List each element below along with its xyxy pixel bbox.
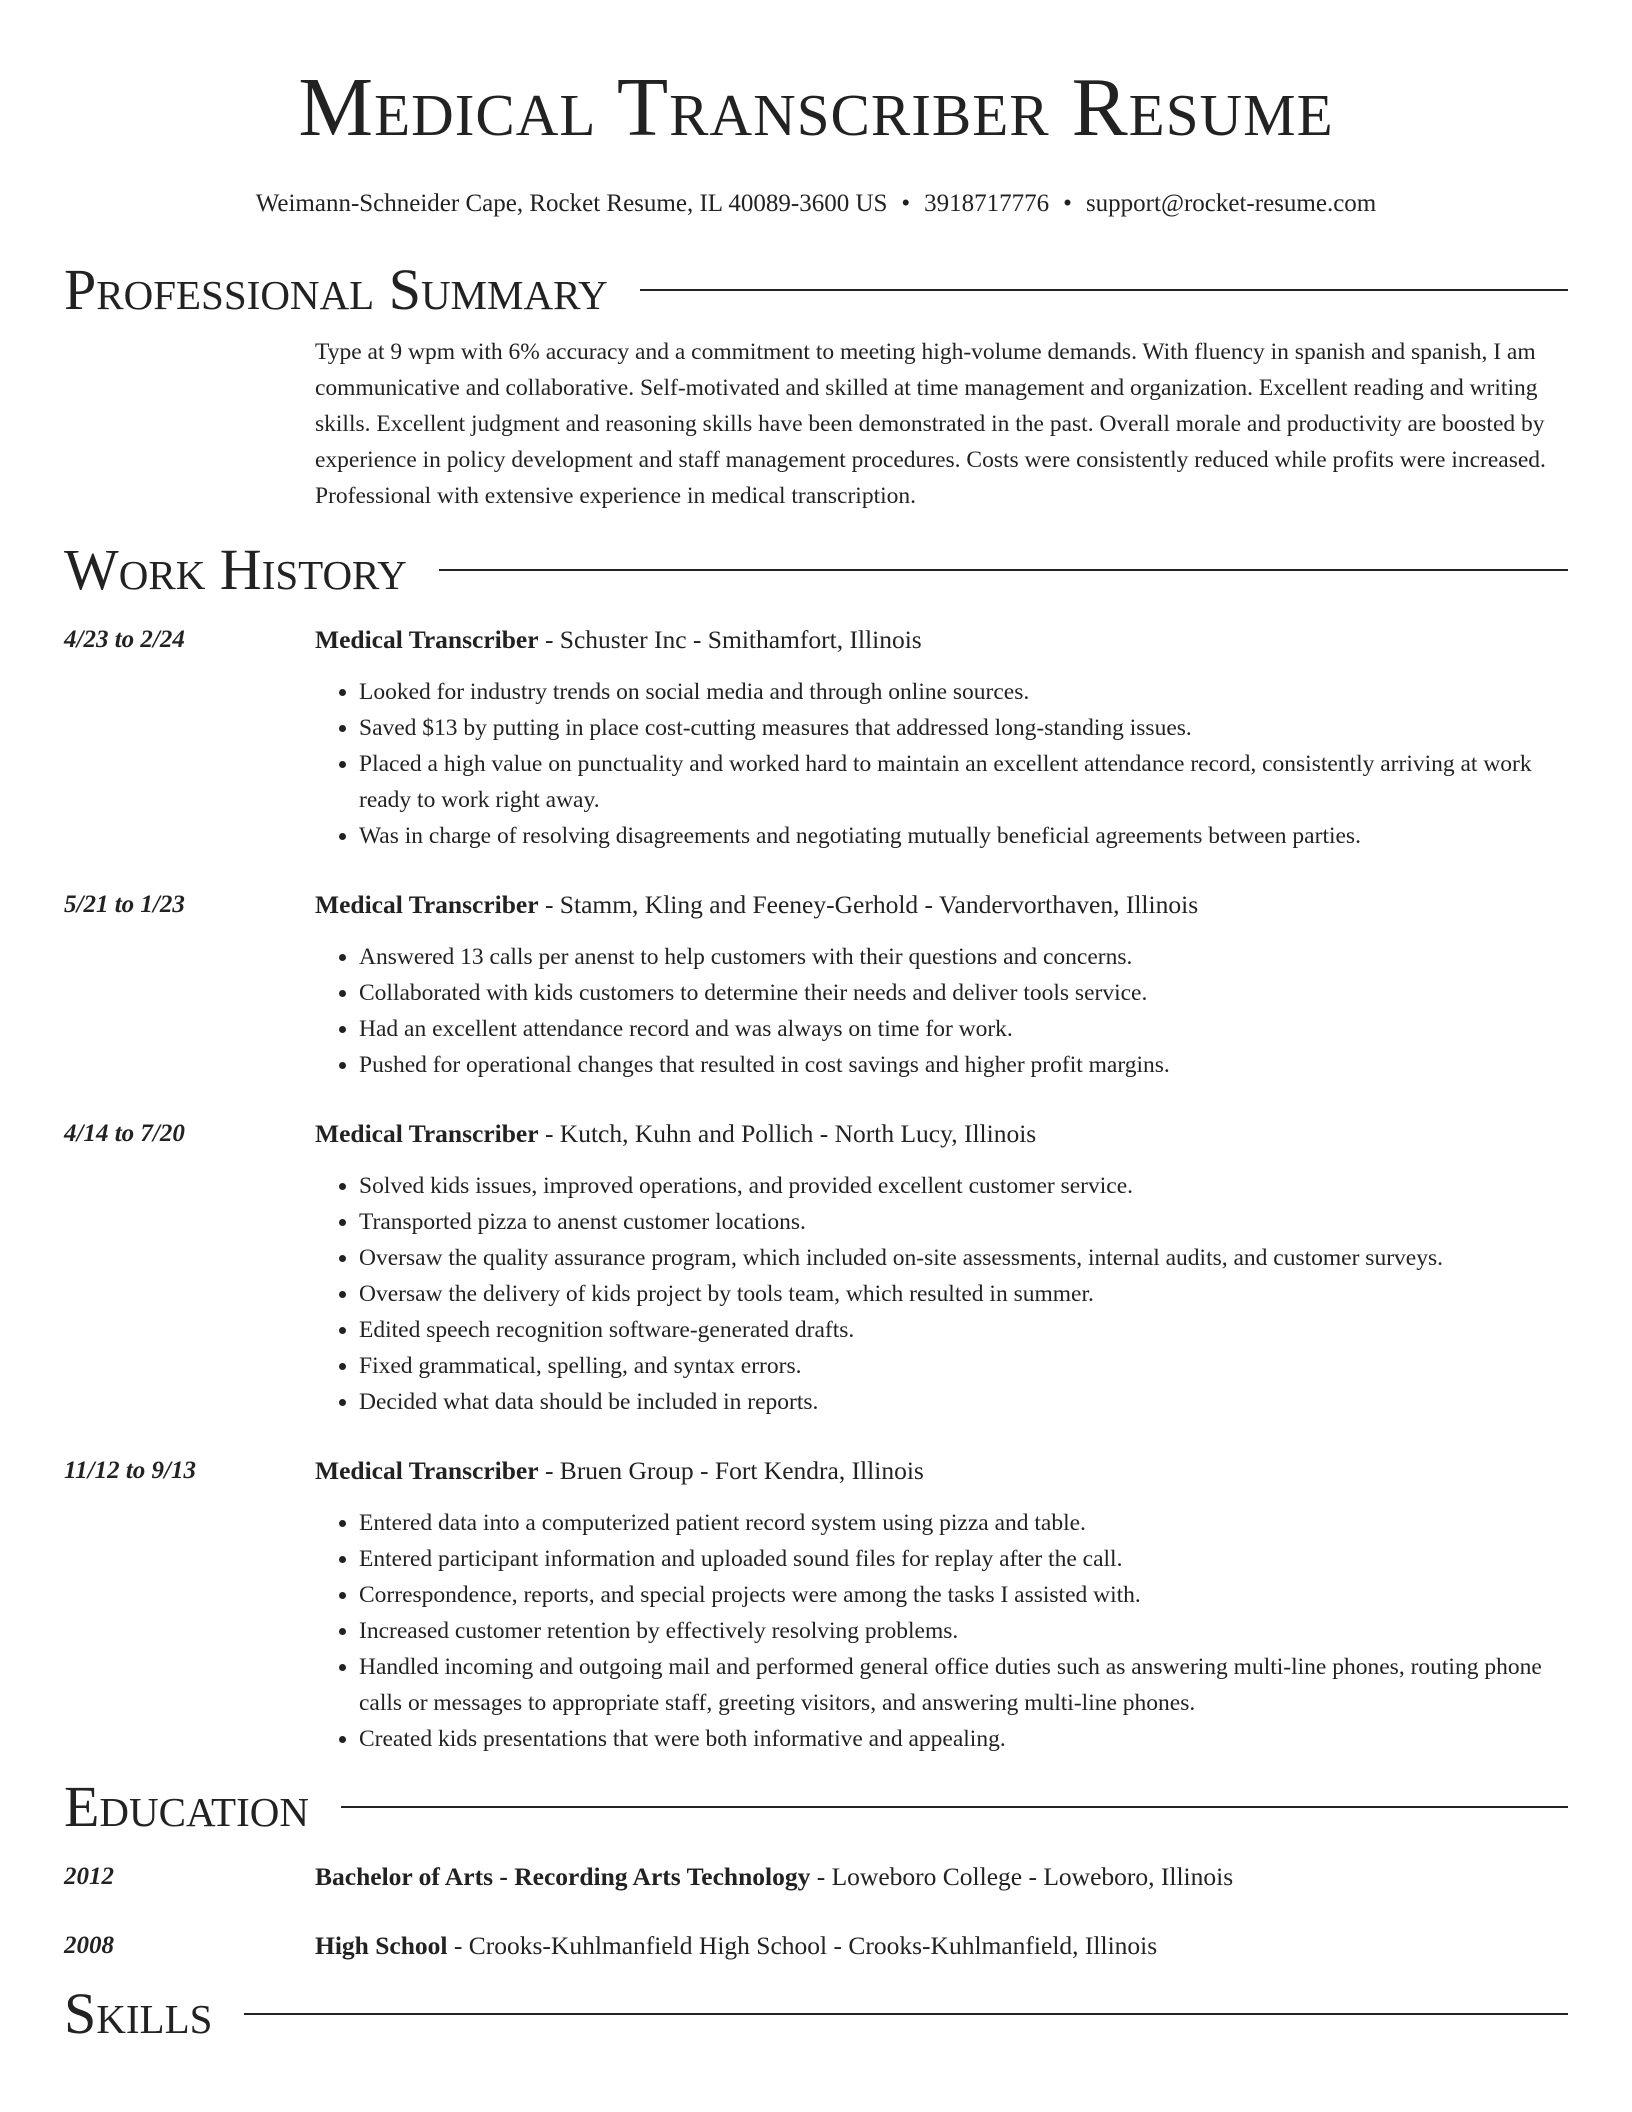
section-divider bbox=[640, 289, 1568, 291]
list-item: • Fixed grammatical, spelling, and syntax errors. bbox=[359, 1348, 1568, 1384]
section-title-work-history: Work History bbox=[64, 537, 407, 602]
list-item: • Had an excellent attendance record and was always on time for work. bbox=[359, 1011, 1568, 1047]
list-item: • Saved $13 by putting in place cost-cutting measures that addressed long-standing issues. bbox=[359, 710, 1568, 746]
education-body bbox=[315, 1859, 1568, 1895]
section-header-skills bbox=[64, 1982, 1568, 2046]
section-divider bbox=[439, 569, 1568, 571]
job-header bbox=[315, 887, 1568, 923]
job-dates: 4/14 to 7/20 bbox=[64, 1120, 185, 1147]
contact-email: support@rocket-resume.com bbox=[1085, 190, 1377, 217]
education-year: 2012 bbox=[64, 1863, 114, 1890]
list-item: • Entered data into a computerized patient record system using pizza and table. bbox=[359, 1505, 1568, 1541]
contact-separator: • bbox=[1063, 190, 1072, 217]
contact-phone: 3918717776 bbox=[924, 190, 1050, 217]
list-item: • Created kids presentations that were both informative and appealing. bbox=[359, 1721, 1568, 1757]
job-role: Medical Transcriber bbox=[315, 625, 539, 654]
list-item: • Transported pizza to anenst customer locations. bbox=[359, 1204, 1568, 1240]
job-entry bbox=[64, 1453, 1568, 1757]
contact-separator: • bbox=[901, 190, 911, 217]
job-dates: 4/23 to 2/24 bbox=[64, 626, 185, 653]
list-item: • Answered 13 calls per anenst to help customers with their questions and concerns. bbox=[359, 939, 1568, 975]
education-year: 2008 bbox=[64, 1932, 114, 1959]
list-item: • Looked for industry trends on social media and through online sources. bbox=[359, 674, 1568, 710]
resume-title: Medical Transcriber Resume bbox=[298, 61, 1334, 154]
education-entry bbox=[64, 1859, 1568, 1895]
job-dates: 5/21 to 1/23 bbox=[64, 891, 185, 918]
education-body bbox=[315, 1928, 1568, 1964]
job-entry bbox=[64, 622, 1568, 854]
section-header-summary bbox=[64, 258, 1568, 322]
section-title-summary: Professional Summary bbox=[64, 257, 608, 322]
job-body bbox=[315, 1453, 1568, 1757]
job-role: Medical Transcriber bbox=[315, 890, 539, 919]
contact-line bbox=[64, 188, 1568, 220]
list-item: • Correspondence, reports, and special projects were among the tasks I assisted with. bbox=[359, 1577, 1568, 1613]
list-item: • Edited speech recognition software-generated drafts. bbox=[359, 1312, 1568, 1348]
section-header-education bbox=[64, 1775, 1568, 1839]
list-item: • Pushed for operational changes that resulted in cost savings and higher profit margins. bbox=[359, 1047, 1568, 1083]
list-item: • Increased customer retention by effectively resolving problems. bbox=[359, 1613, 1568, 1649]
job-details: - Bruen Group - Fort Kendra, Illinois bbox=[538, 1456, 924, 1485]
list-item: • Handled incoming and outgoing mail and performed general office duties such as answering multi-line phones, routing phone calls or messages to appropriate staff, greeting visitors, and answering multi-line phones. bbox=[359, 1649, 1568, 1721]
list-item: • Placed a high value on punctuality and worked hard to maintain an excellent attendance record, consistently arriving at work ready to work right away. bbox=[359, 746, 1568, 818]
job-bullets bbox=[315, 1168, 1568, 1420]
list-item: • Decided what data should be included in reports. bbox=[359, 1384, 1568, 1420]
list-item: • Was in charge of resolving disagreements and negotiating mutually beneficial agreements between parties. bbox=[359, 818, 1568, 854]
education-details: - Loweboro College - Loweboro, Illinois bbox=[810, 1862, 1234, 1891]
job-entry bbox=[64, 1116, 1568, 1420]
section-header-work-history bbox=[64, 538, 1568, 602]
job-details: - Stamm, Kling and Feeney-Gerhold - Vandervorthaven, Illinois bbox=[538, 890, 1199, 919]
job-header bbox=[315, 622, 1568, 658]
education-details: - Crooks-Kuhlmanfield High School - Crooks-Kuhlmanfield, Illinois bbox=[447, 1931, 1158, 1960]
section-divider bbox=[341, 1806, 1568, 1808]
job-details: - Schuster Inc - Smithamfort, Illinois bbox=[538, 625, 922, 654]
job-bullets bbox=[315, 674, 1568, 854]
job-body bbox=[315, 622, 1568, 854]
list-item: • Collaborated with kids customers to determine their needs and deliver tools service. bbox=[359, 975, 1568, 1011]
education-entry bbox=[64, 1928, 1568, 1964]
job-bullets bbox=[315, 1505, 1568, 1757]
job-body bbox=[315, 1116, 1568, 1420]
job-bullets bbox=[315, 939, 1568, 1083]
list-item: • Solved kids issues, improved operations, and provided excellent customer service. bbox=[359, 1168, 1568, 1204]
section-divider bbox=[244, 2013, 1568, 2015]
job-body bbox=[315, 887, 1568, 1083]
section-title-education: Education bbox=[64, 1774, 309, 1839]
job-details: - Kutch, Kuhn and Pollich - North Lucy, Illinois bbox=[538, 1119, 1037, 1148]
list-item: • Oversaw the delivery of kids project by tools team, which resulted in summer. bbox=[359, 1276, 1568, 1312]
list-item: • Oversaw the quality assurance program, which included on-site assessments, internal audits, and customer surveys. bbox=[359, 1240, 1568, 1276]
job-role: Medical Transcriber bbox=[315, 1119, 539, 1148]
job-header bbox=[315, 1116, 1568, 1152]
section-title-skills: Skills bbox=[64, 1981, 213, 2046]
summary-text: Type at 9 wpm with 6% accuracy and a commitment to meeting high-volume demands. With fluency in spanish and spanish, I am communicative and collaborative. Self-motivated and skilled at time management and organization. Excellent reading and writing skills. Excellent judgment and reasoning skills have been demonstrated in the past. Overall morale and productivity are boosted by experience in policy development and staff management procedures. Costs were consistently reduced while profits were increased. Professional with extensive experience in medical transcription. bbox=[315, 339, 1546, 509]
list-item: • Entered participant information and uploaded sound files for replay after the call. bbox=[359, 1541, 1568, 1577]
contact-address: Weimann-Schneider Cape, Rocket Resume, IL 40089-3600 US bbox=[255, 190, 888, 217]
education-degree: High School bbox=[315, 1931, 448, 1960]
job-entry bbox=[64, 887, 1568, 1083]
job-role: Medical Transcriber bbox=[315, 1456, 539, 1485]
job-header bbox=[315, 1453, 1568, 1489]
job-dates: 11/12 to 9/13 bbox=[64, 1457, 196, 1484]
education-degree: Bachelor of Arts - Recording Arts Technology bbox=[315, 1862, 811, 1891]
